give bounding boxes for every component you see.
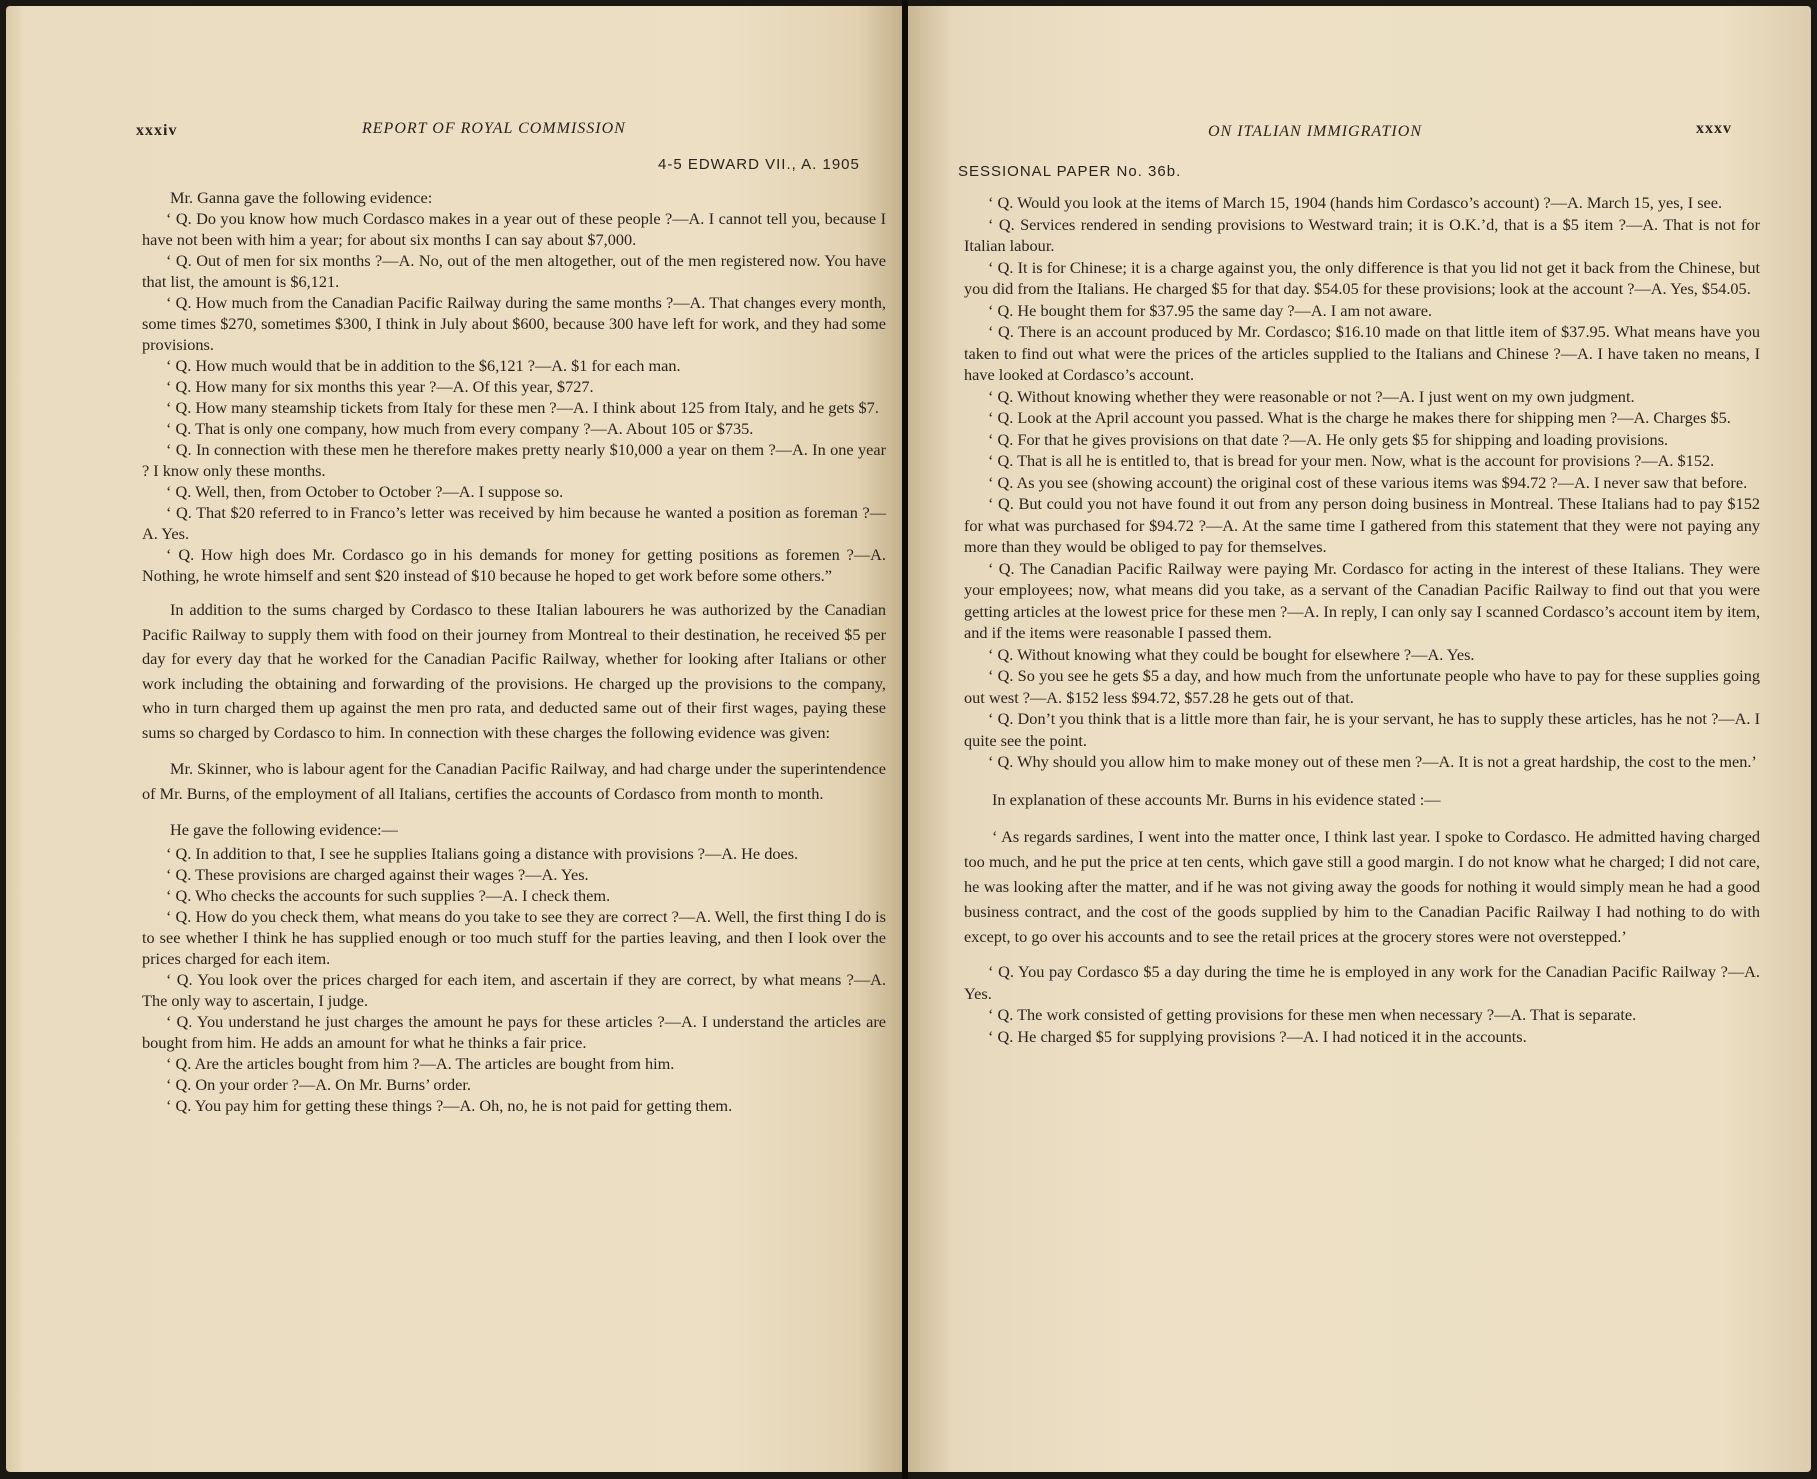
paragraph: ‘ Q. In connection with these men he therefore makes pretty nearly $10,000 a year on them ?—A. In one year ? I know only these months. <box>142 440 886 480</box>
paragraph: ‘ Q. That is only one company, how much from every company ?—A. About 105 or $735. <box>166 419 754 438</box>
running-head: ON ITALIAN IMMIGRATION <box>1208 123 1422 140</box>
paragraph: ‘ Q. You look over the prices charged for each item, and ascertain if they are correct, by what means ?—A. The only way to ascertain, I judge. <box>142 969 886 1010</box>
paragraph: ‘ Q. These provisions are charged against their wages ?—A. Yes. <box>166 864 589 884</box>
paragraph: ‘ Q. As you see (showing account) the original cost of these various items was $94.72 ?—A. I never saw that before. <box>988 472 1748 492</box>
paragraph: ‘ As regards sardines, I went into the matter once, I think last year. I spoke to Cordasco. He admitted having charged too much, and he put the price at ten cents, which gave still a good margin. I do not know what he charged; I did not care, he was looking after the matter, and if he was not giving away the goods for nothing it would simply mean he had a good business contract, and the cost of the goods supplied by him to the Canadian Pacific Railway I had nothing to do with except, to go over his accounts and to see the retail prices at the grocery stores were not overstepped.’ <box>964 827 1760 946</box>
paragraph: In explanation of these accounts Mr. Burns in his evidence stated :— <box>992 789 1441 809</box>
right-page <box>908 6 1811 1472</box>
page-number: xxxiv <box>136 122 178 139</box>
paragraph: ‘ Q. How much would that be in addition to the $6,121 ?—A. $1 for each man. <box>166 356 681 375</box>
session-line: 4-5 EDWARD VII., A. 1905 <box>658 156 860 173</box>
paragraph: ‘ Q. Well, then, from October to October ?—A. I suppose so. <box>166 482 564 501</box>
paragraph: ‘ Q. You understand he just charges the amount he pays for these articles ?—A. I understand the articles are bought from him. He adds an amount for what he thinks a fair price. <box>142 1011 886 1052</box>
paragraph: ‘ Q. Without knowing what they could be bought for elsewhere ?—A. Yes. <box>988 644 1475 664</box>
paragraph: Mr. Ganna gave the following evidence: <box>170 188 433 207</box>
paragraph: ‘ Q. For that he gives provisions on that date ?—A. He only gets $5 for shipping and loading provisions. <box>988 429 1669 449</box>
paragraph: ‘ Q. Without knowing whether they were reasonable or not ?—A. I just went on my own judgment. <box>988 386 1635 406</box>
paragraph: ‘ Q. How high does Mr. Cordasco go in his demands for money for getting positions as foremen ?—A. Nothing, he wrote himself and sent $20 instead of $10 because he hoped to get work before some others.” <box>142 545 886 585</box>
paragraph: ‘ Q. Would you look at the items of March 15, 1904 (hands him Cordasco’s account) ?—A. March 15, yes, I see. <box>988 193 1723 212</box>
paragraph: ‘ Q. Why should you allow him to make money out of these men ?—A. It is not a great hardship, the cost to the men.’ <box>988 752 1757 771</box>
paragraph: ‘ Q. That $20 referred to in Franco’s letter was received by him because he wanted a position as foreman ?—A. Yes. <box>142 503 886 543</box>
paragraph: ‘ Q. You pay Cordasco $5 a day during the time he is employed in any work for the Canadian Pacific Railway ?—A. Yes. <box>964 962 1760 1003</box>
paragraph: ‘ Q. How many steamship tickets from Italy for these men ?—A. I think about 125 from Italy, and he gets $7. <box>166 398 879 417</box>
session-line: SESSIONAL PAPER No. 36b. <box>958 163 1182 180</box>
paragraph: Mr. Skinner, who is labour agent for the Canadian Pacific Railway, and had charge under the superintendence of Mr. Burns, of the employment of all Italians, certifies the accounts of Cordasco from month to month. <box>142 759 886 803</box>
paragraph: ‘ Q. Do you know how much Cordasco makes in a year out of these people ?—A. I cannot tell you, because I have not been with him a year; for about six months I can say about $7,000. <box>142 209 886 249</box>
left-body-text <box>142 187 886 1116</box>
paragraph: ‘ Q. He bought them for $37.95 the same day ?—A. I am not aware. <box>988 300 1432 320</box>
page-number: xxxv <box>1696 120 1732 137</box>
paragraph: ‘ Q. There is an account produced by Mr. Cordasco; $16.10 made on that little item of $37.95. What means have you taken to find out what were the prices of the articles supplied to the Italians and Chinese ?—A. I have taken no means, I have looked at Cordasco’s account. <box>964 322 1760 384</box>
paragraph: ‘ Q. Services rendered in sending provisions to Westward train; it is O.K.’d, that is a $5 item ?—A. That is not for Italian labour. <box>964 214 1760 255</box>
paragraph: He gave the following evidence:— <box>170 820 398 839</box>
right-body-text <box>964 192 1760 1047</box>
paragraph: ‘ Q. On your order ?—A. On Mr. Burns’ order. <box>166 1074 471 1094</box>
left-page <box>6 6 902 1472</box>
paragraph: ‘ Q. It is for Chinese; it is a charge against you, the only difference is that you lid not get it back from the Chinese, but you did from the Italians. He charged $5 for that day. $54.05 for these provisions; look at the account ?—A. Yes, $54.05. <box>964 257 1760 298</box>
paragraph: ‘ Q. How do you check them, what means do you take to see they are correct ?—A. Well, the first thing I do is to see whether I think he has supplied enough or too much stuff for the parties leaving, and then I look over the prices charged for each item. <box>142 906 886 968</box>
paragraph: ‘ Q. Out of men for six months ?—A. No, out of the men altogether, out of the men registered now. You have that list, the amount is $6,121. <box>142 251 886 291</box>
running-head: REPORT OF ROYAL COMMISSION <box>362 120 626 137</box>
paragraph: ‘ Q. The work consisted of getting provisions for these men when necessary ?—A. That is separate. <box>988 1005 1637 1024</box>
paragraph: ‘ Q. Are the articles bought from him ?—A. The articles are bought from him. <box>166 1053 675 1073</box>
paragraph: ‘ Q. Who checks the accounts for such supplies ?—A. I check them. <box>166 885 611 905</box>
paragraph: ‘ Q. You pay him for getting these things ?—A. Oh, no, he is not paid for getting them. <box>166 1095 733 1115</box>
paragraph: ‘ Q. How many for six months this year ?—A. Of this year, $727. <box>166 377 594 396</box>
paragraph: ‘ Q. Look at the April account you passed. What is the charge he makes there for shipping men ?—A. Charges $5. <box>988 408 1731 427</box>
paragraph: ‘ Q. The Canadian Pacific Railway were paying Mr. Cordasco for acting in the interest of these Italians. They were your employees; now, what means did you take, as a servant of the Canadian Pacific Railway to find out that you were getting articles at the lowest price for these men ?—A. In reply, I can only say I scanned Cordasco’s account item by item, and if the items were reasonable I passed them. <box>964 558 1761 642</box>
paragraph: ‘ Q. But could you not have found it out from any person doing business in Montreal. These Italians had to pay $152 for what was purchased for $94.72 ?—A. At the same time I gathered from this statement that they were not paying any more than they would be obliged to pay for themselves. <box>964 494 1760 556</box>
paragraph: ‘ Q. How much from the Canadian Pacific Railway during the same months ?—A. That changes every month, some times $270, sometimes $300, I think in July about $600, because 300 have left for work, and they had some provisions. <box>142 293 886 354</box>
paragraph: In addition to the sums charged by Cordasco to these Italian labourers he was authorized by the Canadian Pacific Railway to supply them with food on their journey from Montreal to their destination, he received $5 per day for every day that he worked for the Canadian Pacific Railway, whether for looking after Italians or other work including the obtaining and forwarding of the provisions. He charged up the provisions to the company, who in turn charged them up against the men pro rata, and deducted same out of their first wages, paying these sums so charged by Cordasco to him. In connection with these charges the following evidence was given: <box>142 600 886 742</box>
paragraph: ‘ Q. In addition to that, I see he supplies Italians going a distance with provisions ?—A. He does. <box>166 843 799 863</box>
paragraph: ‘ Q. So you see he gets $5 a day, and how much from the unfortunate people who have to pay for these supplies going out west ?—A. $152 less $94.72, $57.28 he gets out of that. <box>964 666 1760 707</box>
paragraph: ‘ Q. He charged $5 for supplying provisions ?—A. I had noticed it in the accounts. <box>988 1026 1527 1046</box>
paragraph: ‘ Q. Don’t you think that is a little more than fair, he is your servant, he has to supply these articles, has he not ?—A. I quite see the point. <box>964 709 1760 750</box>
paragraph: ‘ Q. That is all he is entitled to, that is bread for your men. Now, what is the account for provisions ?—A. $152. <box>988 451 1715 470</box>
